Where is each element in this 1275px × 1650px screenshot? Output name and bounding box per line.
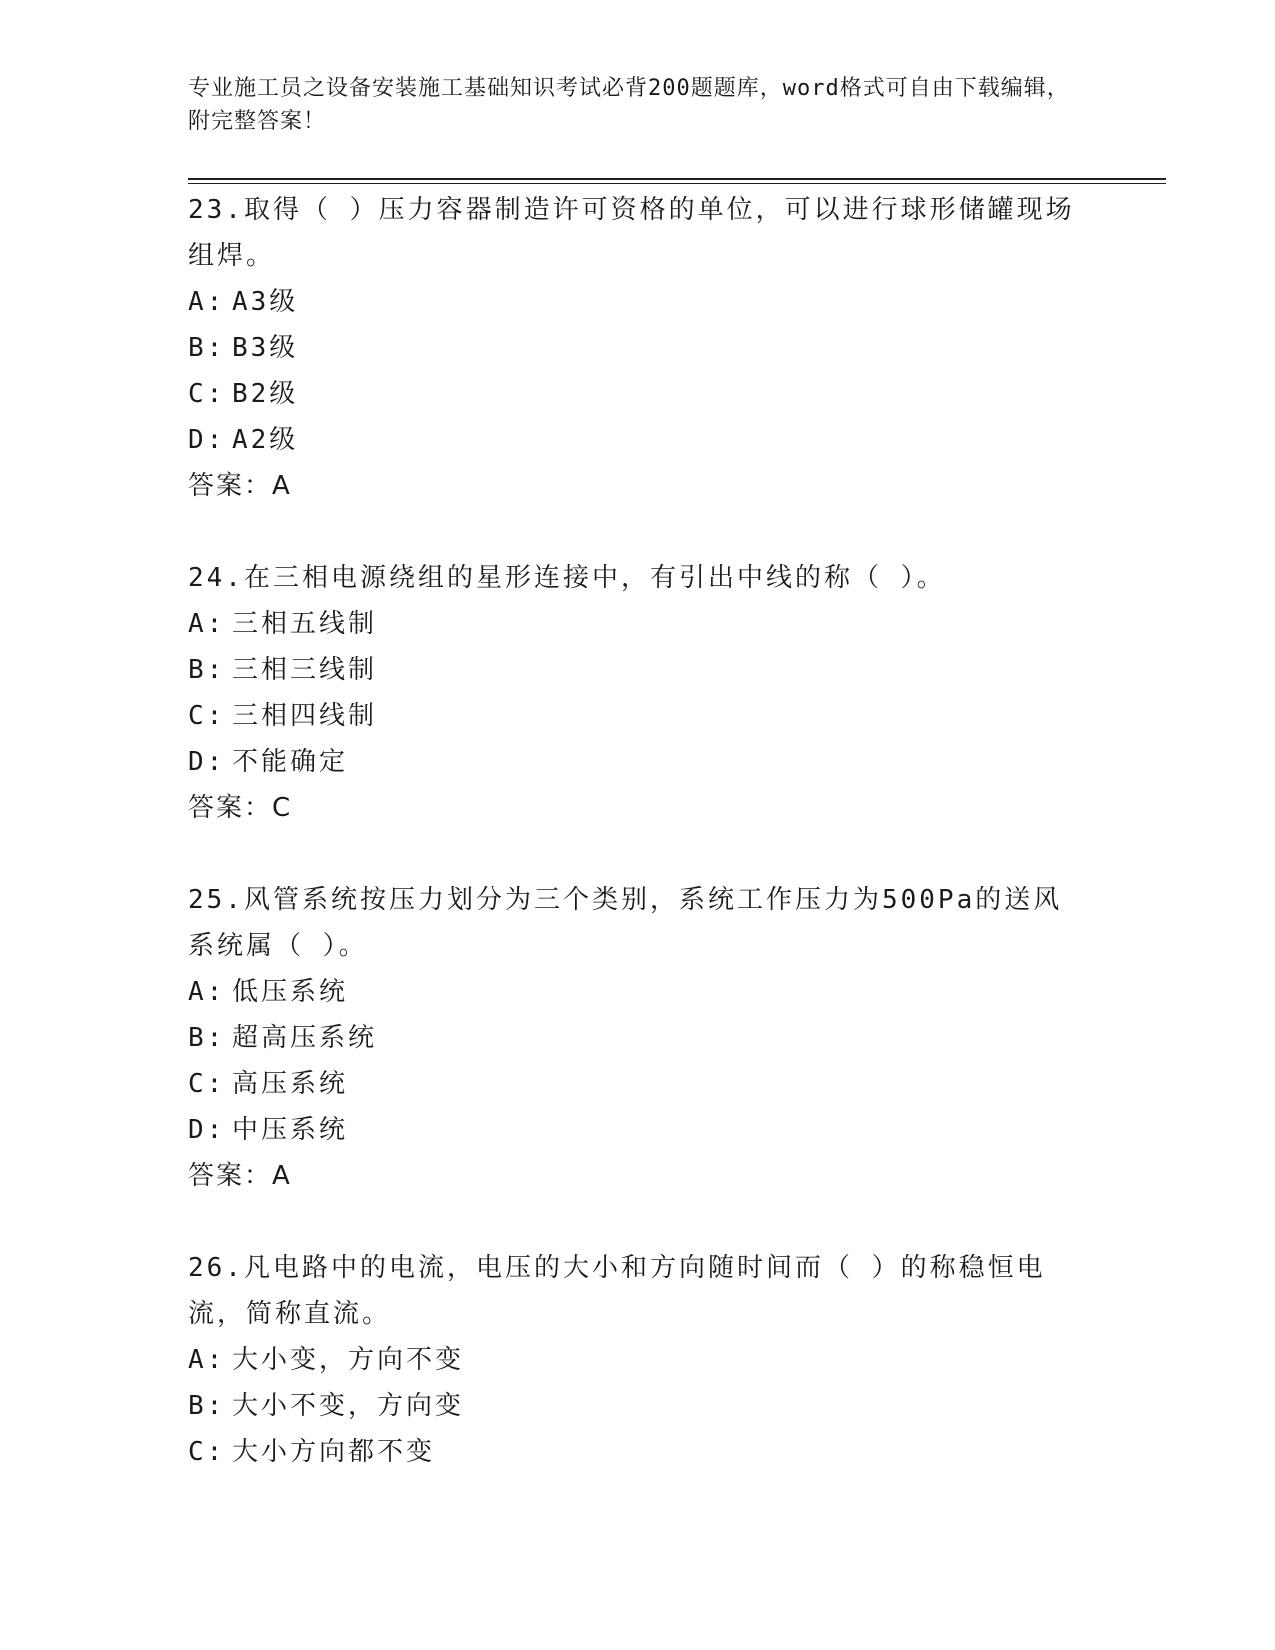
document-header: 专业施工员之设备安装施工基础知识考试必背200题题库，word格式可自由下载编辑，附完整答案！ bbox=[188, 76, 1070, 134]
question-stem: 25.风管系统按压力划分为三个类别，系统工作压力为500Pa的送风系统属（ ）。 bbox=[188, 885, 1063, 961]
question-23 bbox=[188, 187, 1088, 509]
answer-line: 答案：A bbox=[188, 471, 292, 501]
option-text: 高压系统 bbox=[232, 1069, 349, 1099]
option-key: B: bbox=[188, 655, 226, 685]
option-key: C: bbox=[188, 379, 226, 409]
option-text: 不能确定 bbox=[232, 747, 349, 777]
question-stem: 24.在三相电源绕组的星形连接中，有引出中线的称（ ）。 bbox=[188, 563, 946, 593]
option-b bbox=[188, 647, 1088, 693]
option-text: A2级 bbox=[232, 425, 299, 455]
option-key: A: bbox=[188, 977, 226, 1007]
question-stem: 23.取得（ ）压力容器制造许可资格的单位，可以进行球形储罐现场组焊。 bbox=[188, 195, 1075, 271]
question-26 bbox=[188, 1245, 1088, 1475]
option-text: 大小不变，方向变 bbox=[232, 1391, 465, 1421]
option-text: 大小变，方向不变 bbox=[232, 1345, 465, 1375]
option-a bbox=[188, 969, 1088, 1015]
option-key: C: bbox=[188, 701, 226, 731]
option-text: 超高压系统 bbox=[232, 1023, 378, 1053]
option-key: B: bbox=[188, 1023, 226, 1053]
header-divider-thick bbox=[188, 178, 1166, 180]
option-d bbox=[188, 1107, 1088, 1153]
question-25 bbox=[188, 877, 1088, 1199]
header-divider-thin bbox=[188, 183, 1166, 184]
option-d bbox=[188, 417, 1088, 463]
option-key: A: bbox=[188, 287, 226, 317]
option-c bbox=[188, 1061, 1088, 1107]
question-24 bbox=[188, 555, 1088, 831]
option-text: 大小方向都不变 bbox=[232, 1437, 436, 1467]
option-key: D: bbox=[188, 747, 226, 777]
answer-line: 答案：A bbox=[188, 1161, 292, 1191]
option-c bbox=[188, 1429, 1088, 1475]
option-a bbox=[188, 601, 1088, 647]
option-b bbox=[188, 1383, 1088, 1429]
option-a bbox=[188, 279, 1088, 325]
option-text: 三相三线制 bbox=[232, 655, 378, 685]
option-d bbox=[188, 739, 1088, 785]
option-key: C: bbox=[188, 1437, 226, 1467]
option-b bbox=[188, 1015, 1088, 1061]
option-key: B: bbox=[188, 333, 226, 363]
option-key: D: bbox=[188, 1115, 226, 1145]
question-list bbox=[188, 187, 1088, 1521]
option-text: 三相四线制 bbox=[232, 701, 378, 731]
option-key: A: bbox=[188, 609, 226, 639]
option-key: A: bbox=[188, 1345, 226, 1375]
option-text: A3级 bbox=[232, 287, 299, 317]
answer-line: 答案：C bbox=[188, 793, 293, 823]
option-b bbox=[188, 325, 1088, 371]
option-text: 三相五线制 bbox=[232, 609, 378, 639]
option-text: B3级 bbox=[232, 333, 299, 363]
option-c bbox=[188, 371, 1088, 417]
option-text: B2级 bbox=[232, 379, 299, 409]
option-a bbox=[188, 1337, 1088, 1383]
option-c bbox=[188, 693, 1088, 739]
option-text: 中压系统 bbox=[232, 1115, 349, 1145]
option-text: 低压系统 bbox=[232, 977, 349, 1007]
option-key: B: bbox=[188, 1391, 226, 1421]
question-stem: 26.凡电路中的电流，电压的大小和方向随时间而（ ）的称稳恒电流，简称直流。 bbox=[188, 1253, 1046, 1329]
option-key: C: bbox=[188, 1069, 226, 1099]
option-key: D: bbox=[188, 425, 226, 455]
